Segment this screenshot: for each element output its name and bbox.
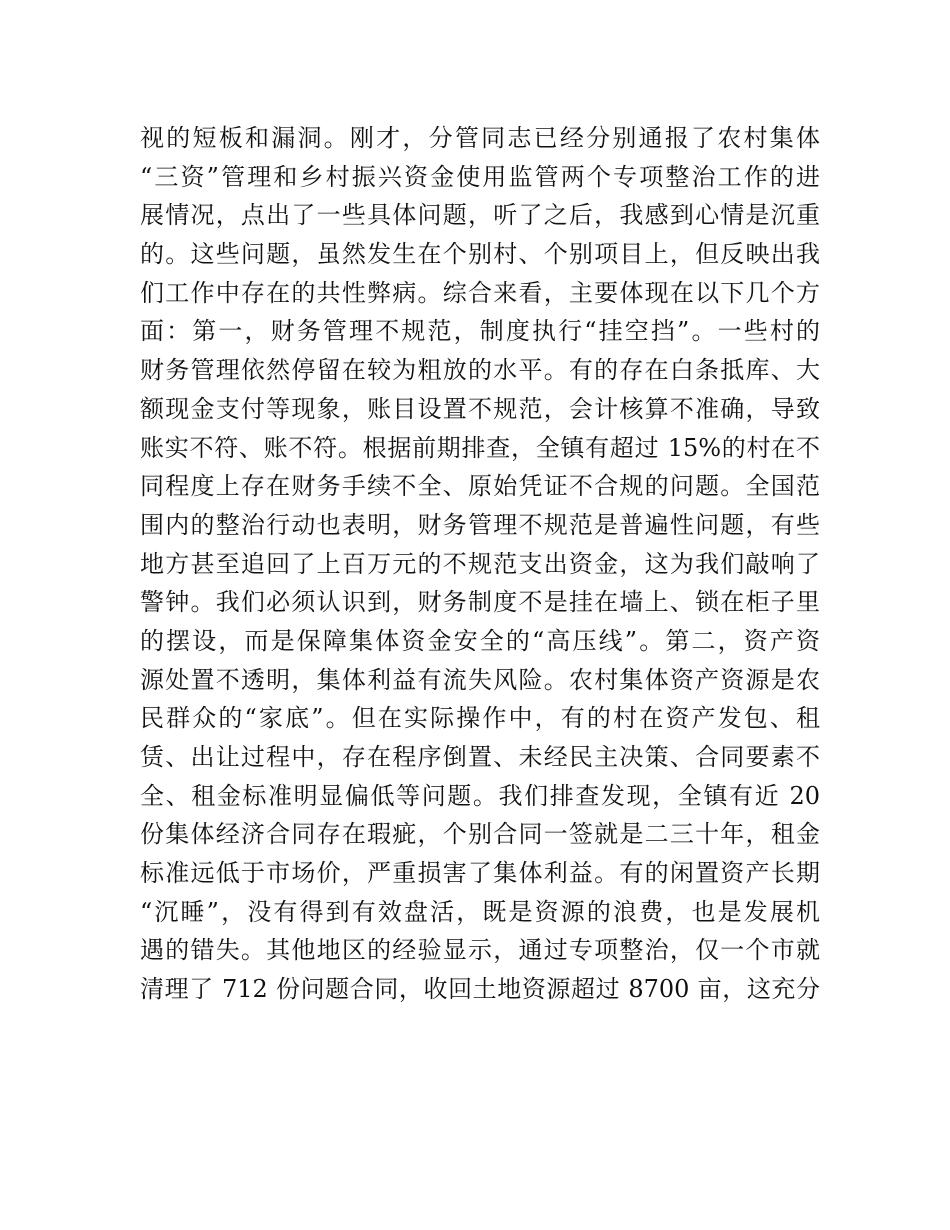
- text-line: 遇的错失。其他地区的经验显示，通过专项整治，仅一个市就: [140, 936, 820, 965]
- text-line: 清理了 712 份问题合同，收回土地资源超过 8700 亩，这充分: [140, 975, 820, 1004]
- text-line: “三资”管理和乡村振兴资金使用监管两个专项整治工作的进: [140, 162, 820, 191]
- text-line: 面：第一，财务管理不规范，制度执行“挂空挡”。一些村的: [140, 317, 820, 346]
- text-line: 同程度上存在财务手续不全、原始凭证不合规的问题。全国范: [140, 472, 820, 501]
- text-line: 全、租金标准明显偏低等问题。我们排查发现，全镇有近 20: [140, 781, 820, 810]
- text-line: 的。这些问题，虽然发生在个别村、个别项目上，但反映出我: [140, 240, 820, 269]
- text-line: 展情况，点出了一些具体问题，听了之后，我感到心情是沉重: [140, 201, 820, 230]
- text-line: 标准远低于市场价，严重损害了集体利益。有的闲置资产长期: [140, 859, 820, 888]
- text-line: 账实不符、账不符。根据前期排查，全镇有超过 15%的村在不: [140, 433, 820, 462]
- text-line: 赁、出让过程中，存在程序倒置、未经民主决策、合同要素不: [140, 743, 820, 771]
- text-line: 围内的整治行动也表明，财务管理不规范是普遍性问题，有些: [140, 510, 820, 539]
- text-line: 的摆设，而是保障集体资金安全的“高压线”。第二，资产资: [140, 626, 820, 655]
- text-line: 财务管理依然停留在较为粗放的水平。有的存在白条抵库、大: [140, 356, 820, 385]
- text-line: 视的短板和漏洞。刚才，分管同志已经分别通报了农村集体: [140, 124, 820, 152]
- text-line: 们工作中存在的共性弊病。综合来看，主要体现在以下几个方: [140, 278, 820, 307]
- text-line: 源处置不透明，集体利益有流失风险。农村集体资产资源是农: [140, 665, 820, 694]
- body-text: [140, 119, 820, 1009]
- text-line: 民群众的“家底”。但在实际操作中，有的村在资产发包、租: [140, 704, 820, 733]
- text-line: 额现金支付等现象，账目设置不规范，会计核算不准确，导致: [140, 394, 820, 423]
- text-line: “沉睡”，没有得到有效盘活，既是资源的浪费，也是发展机: [140, 897, 820, 926]
- text-line: 地方甚至追回了上百万元的不规范支出资金，这为我们敲响了: [140, 549, 820, 578]
- text-line: 警钟。我们必须认识到，财务制度不是挂在墙上、锁在柜子里: [140, 588, 820, 617]
- text-line: 份集体经济合同存在瑕疵，个别合同一签就是二三十年，租金: [140, 820, 820, 849]
